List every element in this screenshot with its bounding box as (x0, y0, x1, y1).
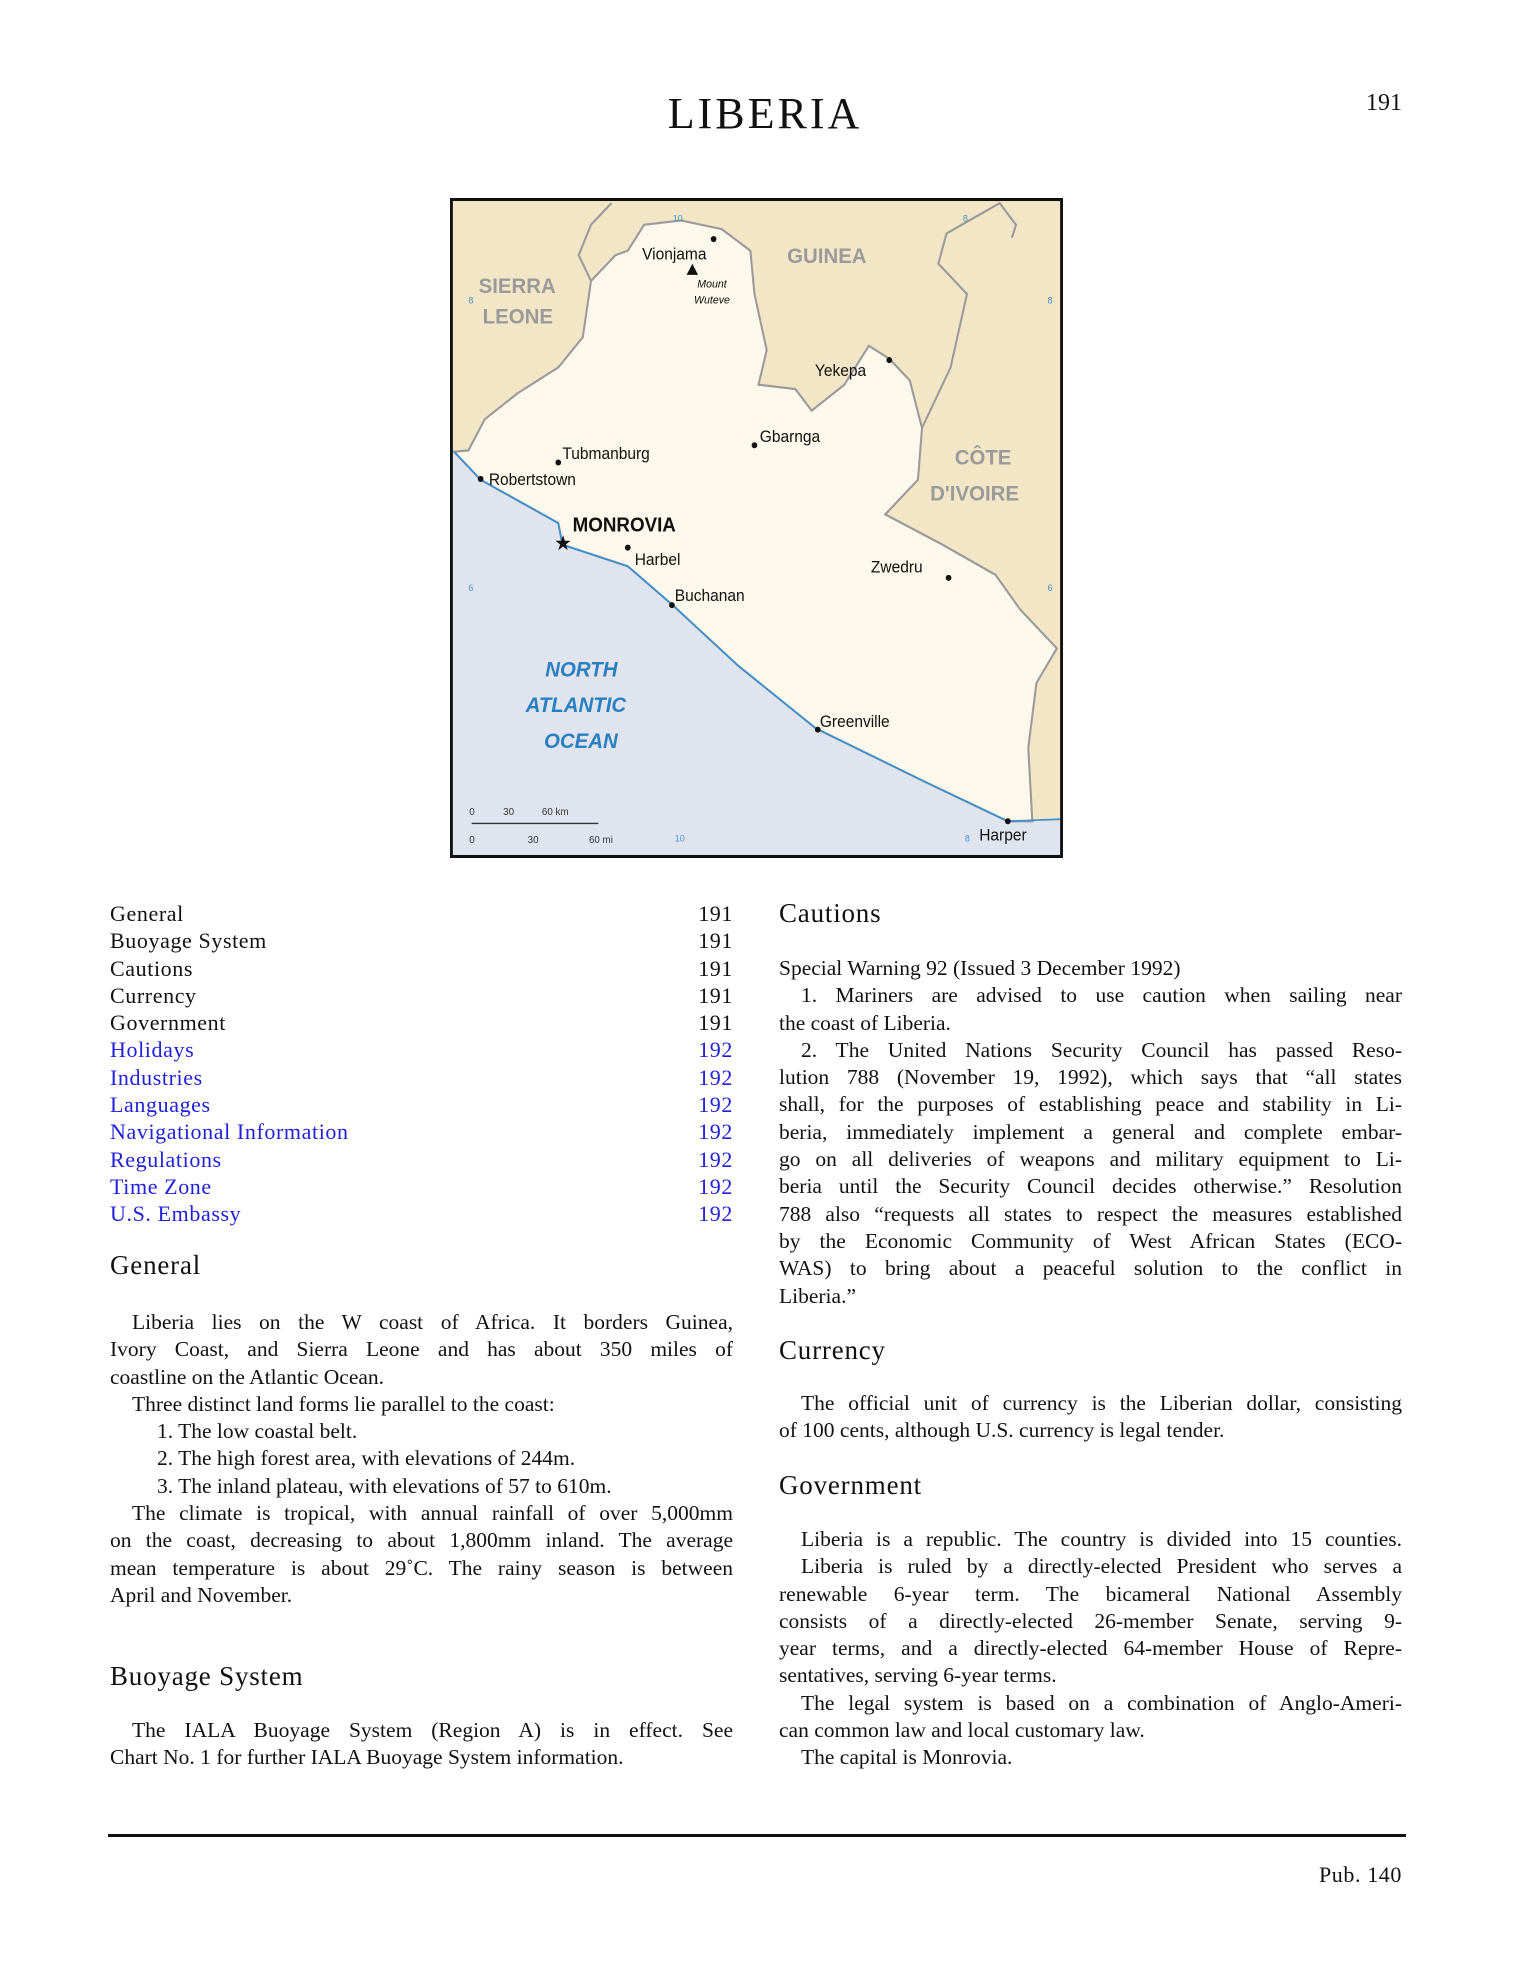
toc-entry (110, 900, 733, 927)
label-sierra: SIERRA (478, 274, 556, 299)
scale-km-30: 30 (503, 806, 515, 818)
city-dot (946, 575, 952, 581)
toc-entry-page: 191 (698, 955, 733, 981)
text-line: year terms, and a directly-elected 64-member House of Repre- (779, 1636, 1402, 1661)
text-line: The official unit of currency is the Liberian dollar, consisting (801, 1391, 1402, 1415)
toc-entry-page: 191 (698, 982, 733, 1008)
section-heading-currency: Currency (779, 1335, 886, 1365)
text-line: of 100 cents, although U.S. currency is legal tender. (779, 1418, 1225, 1443)
city-dot (886, 357, 892, 363)
text-line: coastline on the Atlantic Ocean. (110, 1364, 385, 1389)
toc-entry-label: Government (110, 1010, 226, 1036)
text-line: The capital is Monrovia. (801, 1745, 1013, 1770)
grid-tick: 10 (674, 833, 685, 844)
toc-entry (110, 927, 733, 954)
text-line: April and November. (110, 1582, 293, 1607)
section-heading-buoyage: Buoyage System (110, 1661, 304, 1691)
city-buchanan: Buchanan (674, 587, 745, 605)
text-line: Chart No. 1 for further IALA Buoyage System information. (110, 1745, 624, 1770)
section-cautions-body (779, 955, 1402, 1310)
toc-entry-label[interactable]: Industries (110, 1064, 203, 1090)
table-of-contents (110, 900, 733, 1228)
text-line: beria until the Security Council decides otherwise.” Resolution (779, 1174, 1402, 1199)
label-guinea: GUINEA (787, 244, 867, 268)
list-item: 1. Mariners are advised to use caution when sailing near (801, 983, 1402, 1008)
page-title: LIBERIA (667, 89, 863, 138)
city-dot (1005, 818, 1011, 824)
scale-mi-60: 60 mi (588, 834, 613, 846)
text-line: The IALA Buoyage System (Region A) is in effect. See (132, 1718, 733, 1742)
toc-entry-label[interactable]: Time Zone (110, 1173, 212, 1199)
city-gbarnga: Gbarnga (759, 428, 821, 446)
text-line: The climate is tropical, with annual rainfall of over 5,000mm (132, 1501, 733, 1526)
section-currency-body (779, 1390, 1402, 1445)
text-line: The legal system is based on a combination of Anglo-Ameri- (801, 1690, 1402, 1715)
text-line: by the Economic Community of West African States (ECO- (779, 1228, 1402, 1253)
footer-divider (108, 1834, 1406, 1837)
city-monrovia: MONROVIA (572, 514, 676, 537)
label-ocean-3: OCEAN (543, 729, 618, 753)
toc-entry (110, 982, 733, 1009)
toc-entry (110, 1009, 733, 1036)
city-harbel: Harbel (634, 551, 681, 570)
toc-entry[interactable] (110, 1118, 733, 1145)
text-line: beria, immediately implement a general and complete embar- (779, 1119, 1402, 1144)
list-item: 1. The low coastal belt. (157, 1419, 358, 1444)
text-line: Liberia lies on the W coast of Africa. It borders Guinea, (132, 1310, 733, 1334)
toc-entry[interactable] (110, 1036, 733, 1063)
toc-entry-label[interactable]: Holidays (110, 1037, 195, 1063)
toc-entry-page: 191 (698, 901, 733, 926)
grid-tick: 10 (672, 213, 683, 224)
list-item: 3. The inland plateau, with elevations of 57 to 610m. (157, 1473, 612, 1498)
toc-entry-label: General (110, 901, 184, 926)
text-line: Ivory Coast, and Sierra Leone and has about 350 miles of (110, 1337, 733, 1362)
text-line: Three distinct land forms lie parallel to the coast: (132, 1391, 555, 1416)
text-line: go on all deliveries of weapons and military equipment to Li- (779, 1147, 1402, 1172)
list-item: 2. The high forest area, with elevations of 244m. (157, 1446, 576, 1471)
toc-entry-page[interactable]: 192 (698, 1037, 733, 1063)
text-line: renewable 6-year term. The bicameral National Assembly (779, 1581, 1402, 1606)
grid-tick: 8 (962, 213, 968, 224)
city-yekepa: Yekepa (814, 362, 867, 381)
toc-entry-page[interactable]: 192 (698, 1119, 733, 1145)
section-heading-cautions: Cautions (779, 898, 882, 928)
toc-entry-page[interactable]: 192 (698, 1146, 733, 1172)
section-general-body (110, 1309, 733, 1609)
grid-tick: 6 (468, 582, 474, 593)
toc-entry[interactable] (110, 1173, 733, 1200)
toc-entry-page[interactable]: 192 (698, 1064, 733, 1090)
grid-tick: 8 (468, 295, 474, 306)
scale-km-60: 60 km (541, 806, 569, 818)
section-heading-government: Government (779, 1470, 922, 1500)
page-number: 191 (1366, 90, 1402, 116)
liberia-map (450, 198, 1063, 858)
section-heading-general: General (110, 1250, 202, 1280)
text-line: Liberia is a republic. The country is divided into 15 counties. (801, 1527, 1402, 1551)
toc-entry-label: Buoyage System (110, 928, 267, 954)
text-line: Special Warning 92 (Issued 3 December 1992) (779, 956, 1181, 980)
city-dot (625, 545, 631, 551)
city-dot (752, 442, 758, 448)
city-vionjama: Vionjama (642, 246, 707, 264)
grid-tick: 8 (1047, 295, 1053, 306)
label-leone: LEONE (482, 304, 554, 329)
scale-mi-30: 30 (527, 834, 539, 846)
toc-entry[interactable] (110, 1146, 733, 1173)
text-line: the coast of Liberia. (779, 1010, 951, 1035)
grid-tick: 8 (964, 833, 970, 844)
toc-entry-page[interactable]: 192 (698, 1092, 733, 1118)
toc-entry-label[interactable]: Languages (110, 1092, 211, 1118)
toc-entry[interactable] (110, 1064, 733, 1091)
city-dot (555, 459, 561, 465)
mountain-label-1: Mount (697, 278, 727, 291)
text-line: sentatives, serving 6-year terms. (779, 1663, 1057, 1688)
text-line: 788 also “requests all states to respect the measures established (779, 1201, 1402, 1226)
text-line: mean temperature is about 29˚C. The rainy season is between (110, 1555, 733, 1580)
text-line: Liberia is ruled by a directly-elected President who serves a (801, 1554, 1402, 1579)
city-zwedru: Zwedru (870, 559, 923, 577)
city-dot (478, 476, 484, 482)
city-robertstown: Robertstown (488, 471, 576, 490)
label-divoire: D'IVOIRE (930, 482, 1020, 506)
text-line: on the coast, decreasing to about 1,800mm inland. The average (110, 1528, 733, 1553)
toc-entry[interactable] (110, 1200, 733, 1227)
text-line: WAS) to bring about a peaceful solution to the conflict in (779, 1256, 1402, 1281)
label-cote: CÔTE (954, 446, 1012, 470)
toc-entry-page[interactable]: 192 (698, 1173, 733, 1199)
toc-entry-page: 191 (698, 928, 733, 954)
city-dot (669, 602, 675, 608)
city-dot (711, 236, 717, 242)
publication-label: Pub. 140 (1318, 1862, 1402, 1887)
scale-mi-0: 0 (469, 834, 475, 846)
toc-entry-label[interactable]: Navigational Information (110, 1119, 349, 1145)
city-harper: Harper (979, 827, 1027, 845)
grid-tick: 6 (1047, 582, 1053, 593)
toc-entry (110, 955, 733, 982)
section-government-body (779, 1526, 1402, 1772)
text-line: consists of a directly-elected 26-member Senate, serving 9- (779, 1608, 1402, 1633)
mountain-label-2: Wuteve (693, 294, 730, 307)
toc-entry-page[interactable]: 192 (698, 1201, 733, 1227)
list-item: 2. The United Nations Security Council has passed Reso- (801, 1037, 1402, 1062)
toc-entry-label: Currency (110, 982, 197, 1008)
section-buoyage-body (110, 1717, 733, 1772)
scale-km-0: 0 (469, 806, 475, 818)
text-line: Liberia.” (779, 1283, 856, 1308)
toc-entry-page: 191 (698, 1010, 733, 1036)
toc-entry-label[interactable]: Regulations (110, 1146, 222, 1172)
capital-star-icon: ★ (554, 532, 572, 555)
text-line: can common law and local customary law. (779, 1718, 1145, 1743)
text-line: shall, for the purposes of establishing peace and stability in Li- (779, 1092, 1402, 1117)
label-ocean-1: NORTH (545, 657, 618, 682)
text-line: lution 788 (November 19, 1992), which says that “all states (779, 1065, 1402, 1090)
toc-entry[interactable] (110, 1091, 733, 1118)
label-ocean-2: ATLANTIC (525, 693, 627, 718)
city-greenville: Greenville (819, 713, 890, 732)
toc-entry-label[interactable]: U.S. Embassy (110, 1201, 242, 1227)
toc-entry-label: Cautions (110, 955, 194, 981)
city-tubmanburg: Tubmanburg (562, 445, 650, 464)
